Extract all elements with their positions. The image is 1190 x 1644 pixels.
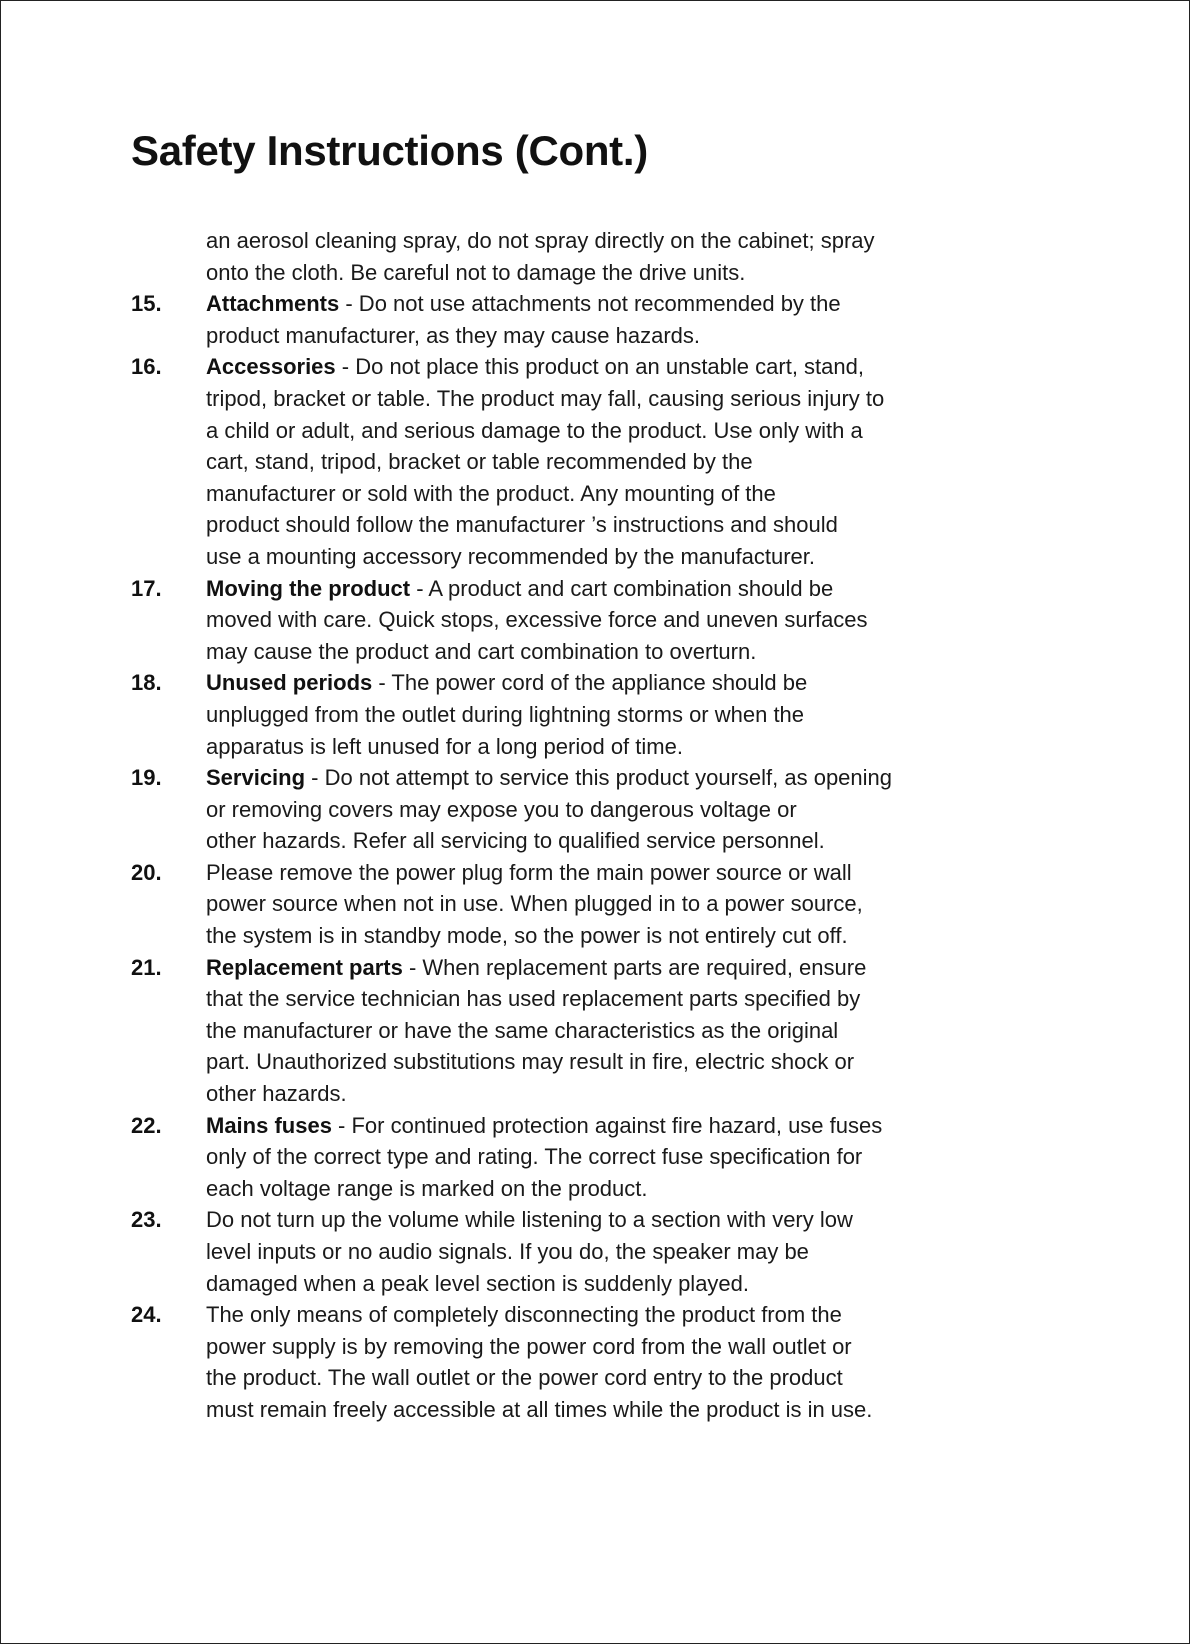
item-heading: Mains fuses <box>206 1112 332 1138</box>
item-heading: Unused periods <box>206 670 373 696</box>
item-number: 22. <box>131 1112 162 1138</box>
instructions-list <box>131 225 1011 1426</box>
item-line: Please remove the power plug form the main power source or wall <box>206 859 852 885</box>
item-number: 20. <box>131 859 162 885</box>
item-line: other hazards. <box>206 1081 347 1107</box>
instruction-item <box>131 1110 1011 1205</box>
item-line: product should follow the manufacturer ’s instructions and should <box>206 512 838 538</box>
item-body <box>206 1299 1011 1425</box>
item-number: 19. <box>131 765 162 791</box>
item-line <box>206 952 1011 984</box>
item-line: use a mounting accessory recommended by the manufacturer. <box>206 543 815 569</box>
item-line: the product. The wall outlet or the power cord entry to the product <box>206 1365 843 1391</box>
item-number: 18. <box>131 670 162 696</box>
item-line: The only means of completely disconnecting the product from the <box>206 1302 842 1328</box>
item-line: moved with care. Quick stops, excessive force and uneven surfaces <box>206 607 868 633</box>
item-text: - The power cord of the appliance should be <box>372 670 808 696</box>
instruction-item <box>131 1204 1011 1299</box>
item-line: only of the correct type and rating. The correct fuse specification for <box>206 1144 863 1170</box>
item-line <box>206 762 1011 794</box>
item-line: onto the cloth. Be careful not to damage the drive units. <box>206 259 746 285</box>
item-text: - When replacement parts are required, ensure <box>402 954 867 980</box>
item-number: 21. <box>131 954 162 980</box>
instruction-item <box>131 573 1011 668</box>
continuation-item <box>131 225 1011 288</box>
item-number: 24. <box>131 1302 162 1328</box>
item-line <box>206 288 1011 320</box>
item-number: 23. <box>131 1207 162 1233</box>
instruction-item <box>131 762 1011 857</box>
item-line: each voltage range is marked on the product. <box>206 1175 648 1201</box>
item-line <box>206 1110 1011 1142</box>
instruction-item <box>131 1299 1011 1425</box>
item-line: the manufacturer or have the same characteristics as the original <box>206 1017 839 1043</box>
instruction-item <box>131 857 1011 952</box>
item-line <box>206 573 1011 605</box>
item-heading: Accessories <box>206 354 336 380</box>
item-line: power source when not in use. When plugged in to a power source, <box>206 891 863 917</box>
item-line: may cause the product and cart combination to overturn. <box>206 638 757 664</box>
item-line: cart, stand, tripod, bracket or table recommended by the <box>206 449 753 475</box>
item-line: unplugged from the outlet during lightning storms or when the <box>206 701 805 727</box>
instruction-item <box>131 351 1011 572</box>
item-text: - Do not attempt to service this product yourself, as opening <box>305 765 893 791</box>
item-number: 16. <box>131 354 162 380</box>
page-title: Safety Instructions (Cont.) <box>131 127 648 174</box>
item-line <box>206 667 1011 699</box>
item-line: product manufacturer, as they may cause hazards. <box>206 322 701 348</box>
item-line: or removing covers may expose you to dangerous voltage or <box>206 796 797 822</box>
item-line: part. Unauthorized substitutions may result in fire, electric shock or <box>206 1049 855 1075</box>
item-line: damaged when a peak level section is suddenly played. <box>206 1270 750 1296</box>
item-line <box>206 351 1011 383</box>
item-body <box>206 225 1011 288</box>
item-text: - Do not use attachments not recommended by the <box>339 291 841 317</box>
item-line: the system is in standby mode, so the power is not entirely cut off. <box>206 923 848 949</box>
item-line: apparatus is left unused for a long period of time. <box>206 733 683 759</box>
item-line: other hazards. Refer all servicing to qualified service personnel. <box>206 828 825 854</box>
item-line: Do not turn up the volume while listening to a section with very low <box>206 1207 853 1233</box>
numbered-items <box>131 288 1011 1425</box>
item-line: level inputs or no audio signals. If you do, the speaker may be <box>206 1239 809 1264</box>
item-body <box>206 857 1011 952</box>
item-line: tripod, bracket or table. The product may fall, causing serious injury to <box>206 385 885 411</box>
item-heading: Replacement parts <box>206 954 403 980</box>
item-text: - Do not place this product on an unstable cart, stand, <box>335 354 864 380</box>
item-body <box>206 667 1011 762</box>
item-line: an aerosol cleaning spray, do not spray directly on the cabinet; spray <box>206 228 875 253</box>
item-body <box>206 573 1011 668</box>
item-line: power supply is by removing the power cord from the wall outlet or <box>206 1333 852 1359</box>
instruction-item <box>131 288 1011 351</box>
item-line: a child or adult, and serious damage to the product. Use only with a <box>206 417 863 443</box>
item-body <box>206 351 1011 572</box>
item-number: 17. <box>131 575 162 601</box>
item-body <box>206 952 1011 1110</box>
item-body <box>206 288 1011 351</box>
instruction-item <box>131 952 1011 1110</box>
item-body <box>206 1204 1011 1299</box>
item-body <box>206 1110 1011 1205</box>
item-heading: Servicing <box>206 765 306 791</box>
item-line: that the service technician has used replacement parts specified by <box>206 986 861 1012</box>
item-heading: Moving the product <box>206 575 411 601</box>
item-line: must remain freely accessible at all times while the product is in use. <box>206 1396 873 1422</box>
item-text: - For continued protection against fire hazard, use fuses <box>331 1112 883 1138</box>
item-body <box>206 762 1011 857</box>
instruction-item <box>131 667 1011 762</box>
item-text: - A product and cart combination should be <box>410 575 834 601</box>
item-heading: Attachments <box>206 291 340 317</box>
item-number: 15. <box>131 291 162 317</box>
item-line: manufacturer or sold with the product. Any mounting of the <box>206 480 776 506</box>
